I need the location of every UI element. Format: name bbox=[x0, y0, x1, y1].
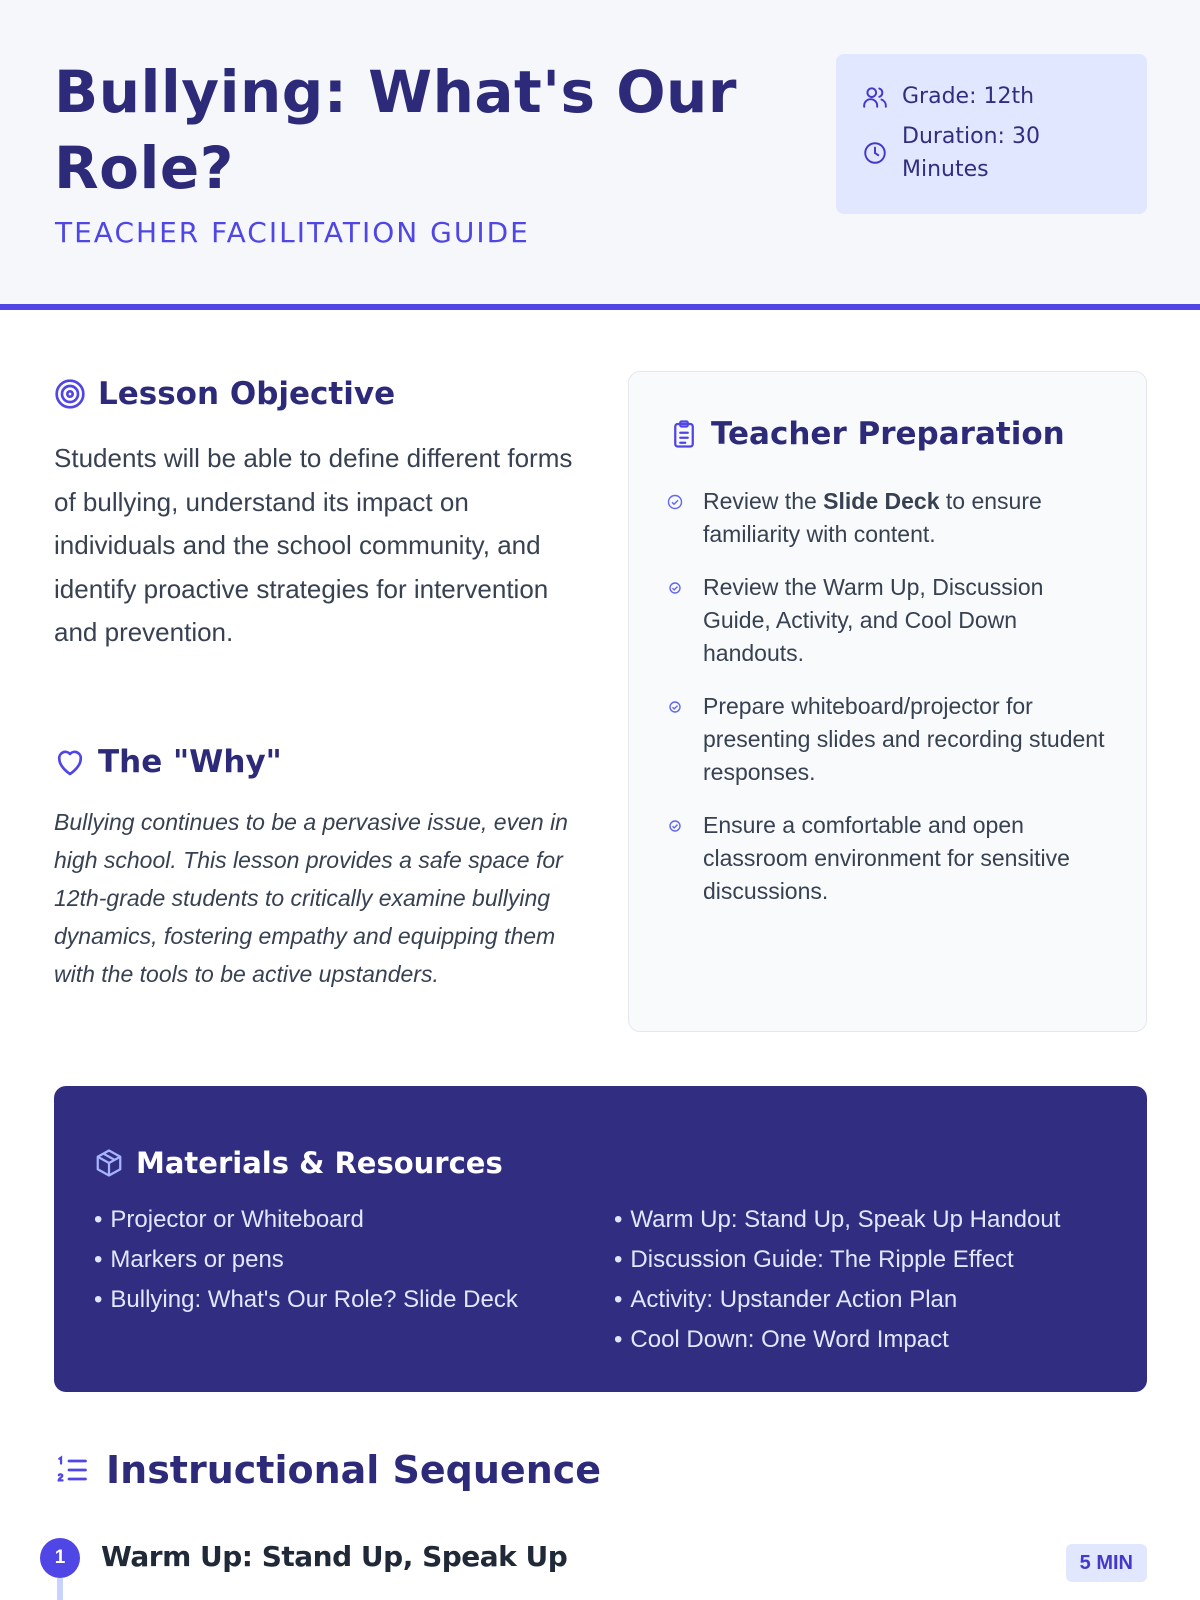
materials-heading bbox=[94, 1146, 503, 1180]
check-circle-icon bbox=[667, 818, 683, 834]
numbered-list-icon bbox=[54, 1452, 90, 1488]
list-item bbox=[667, 690, 1117, 789]
prep-item-text: Ensure a comfortable and open classroom environment for sensitive discussions. bbox=[703, 812, 1070, 904]
list-item: • Markers or pens bbox=[94, 1240, 518, 1280]
preparation-title: Teacher Preparation bbox=[711, 416, 1065, 452]
lesson-meta-card bbox=[836, 54, 1147, 214]
objective-heading bbox=[54, 376, 395, 412]
sequence-heading bbox=[54, 1448, 601, 1492]
list-item bbox=[667, 485, 1117, 551]
check-circle-icon bbox=[667, 699, 683, 715]
preparation-list bbox=[667, 485, 1117, 928]
materials-title: Materials & Resources bbox=[136, 1146, 503, 1180]
prep-item-text: to ensure familiarity with content. bbox=[703, 488, 1042, 547]
why-text: Bullying continues to be a pervasive issue, even in high school. This lesson provides a safe space for 12th-grade students to critically examine bullying dynamics, fostering empathy and equipping them with the tools to be active upstanders. bbox=[54, 809, 568, 987]
sequence-step bbox=[40, 1538, 1147, 1600]
prep-item-text: Review the bbox=[703, 488, 824, 514]
materials-list-left bbox=[94, 1200, 518, 1320]
heart-icon bbox=[54, 746, 86, 778]
clipboard-icon bbox=[669, 418, 699, 450]
list-item: • Bullying: What's Our Role? Slide Deck bbox=[94, 1280, 518, 1320]
sequence-title: Instructional Sequence bbox=[106, 1448, 602, 1492]
step-number: 1 bbox=[40, 1538, 80, 1578]
check-circle-icon bbox=[667, 580, 683, 596]
materials-panel bbox=[54, 1086, 1147, 1392]
preparation-heading bbox=[669, 416, 1065, 452]
page-subtitle: TEACHER FACILITATION GUIDE bbox=[55, 216, 530, 249]
list-item: • Discussion Guide: The Ripple Effect bbox=[614, 1240, 1060, 1280]
step-duration-badge: 5 MIN bbox=[1066, 1544, 1147, 1582]
prep-item-text: Review the Warm Up, Discussion Guide, Activity, and Cool Down handouts. bbox=[703, 574, 1044, 666]
grade-text: Grade: 12th bbox=[902, 84, 1035, 109]
clock-icon bbox=[862, 140, 888, 166]
page-header bbox=[0, 0, 1200, 310]
why-title: The "Why" bbox=[98, 744, 282, 780]
duration-text: Duration: 30 Minutes bbox=[902, 124, 1040, 182]
target-icon bbox=[54, 378, 86, 410]
list-item bbox=[667, 571, 1117, 670]
prep-item-bold: Slide Deck bbox=[823, 488, 940, 514]
list-item: • Projector or Whiteboard bbox=[94, 1200, 518, 1240]
page-title: Bullying: What's Our Role? bbox=[54, 58, 737, 202]
duration-row bbox=[862, 120, 1082, 186]
grade-row bbox=[862, 80, 1034, 113]
objective-title: Lesson Objective bbox=[98, 376, 396, 412]
materials-list-right bbox=[614, 1200, 1060, 1360]
why-heading bbox=[54, 744, 282, 780]
users-icon bbox=[862, 84, 888, 110]
objective-text: Students will be able to define different forms of bullying, understand its impact on individuals and the school community, and identify proactive strategies for intervention and prevention. bbox=[54, 443, 573, 647]
step-title: Warm Up: Stand Up, Speak Up bbox=[101, 1540, 568, 1573]
list-item: • Activity: Upstander Action Plan bbox=[614, 1280, 1060, 1320]
package-icon bbox=[94, 1148, 124, 1178]
teacher-preparation-card bbox=[628, 371, 1147, 1032]
prep-item-text: Prepare whiteboard/projector for presenting slides and recording student responses. bbox=[703, 693, 1105, 785]
list-item bbox=[667, 809, 1117, 908]
list-item: • Cool Down: One Word Impact bbox=[614, 1320, 1060, 1360]
timeline-line bbox=[57, 1578, 63, 1600]
list-item: • Warm Up: Stand Up, Speak Up Handout bbox=[614, 1200, 1060, 1240]
check-circle-icon bbox=[667, 494, 683, 510]
